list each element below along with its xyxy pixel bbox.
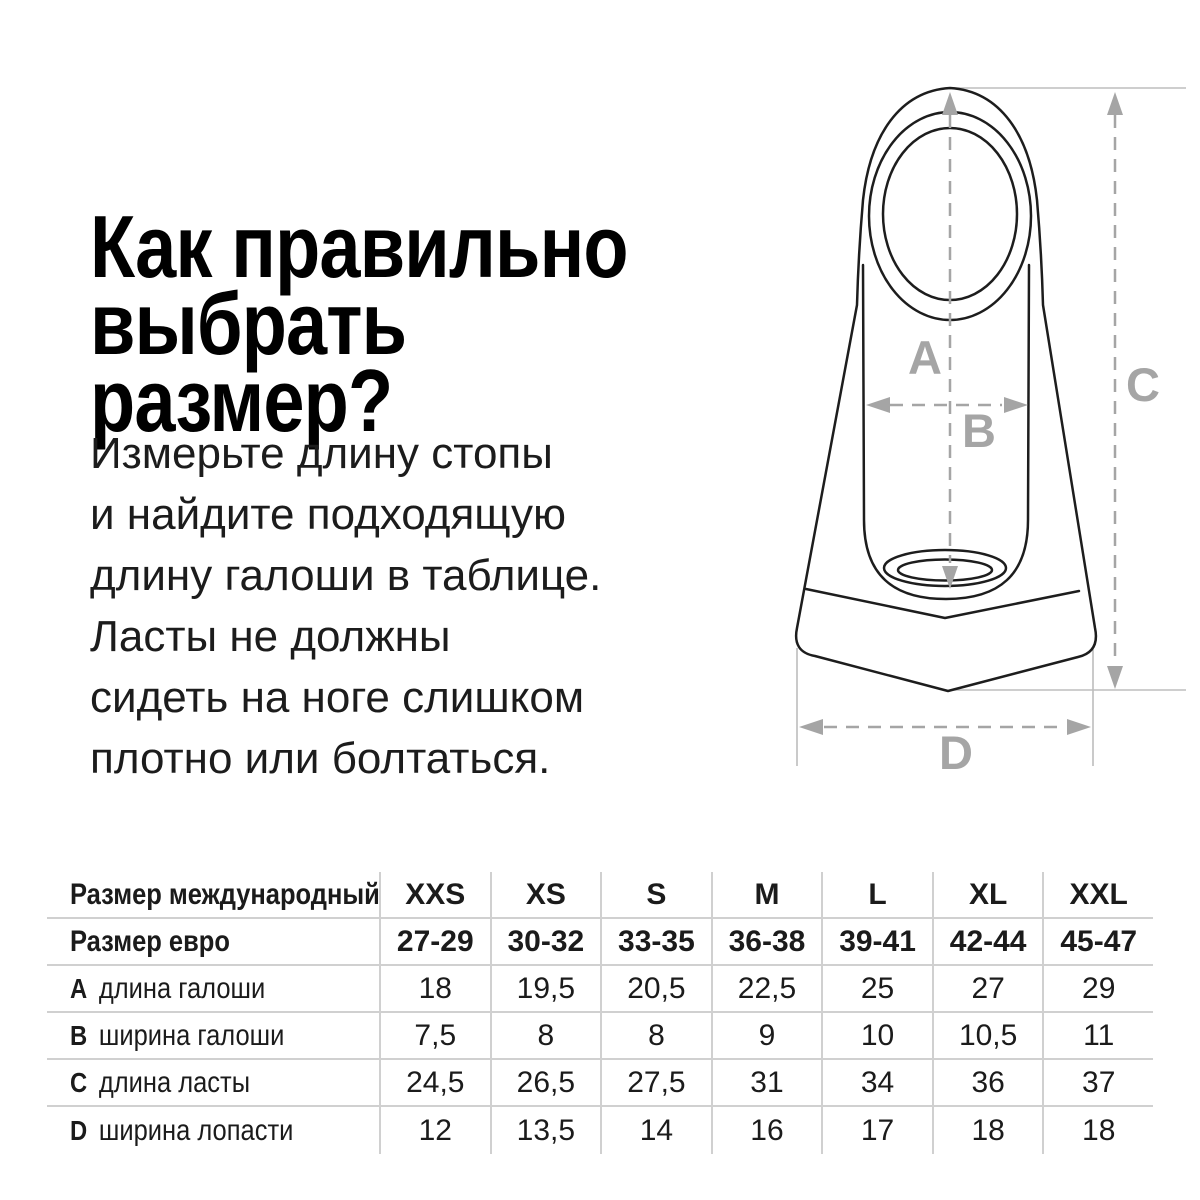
table-row xyxy=(47,1013,1153,1060)
row-label-cell: Размер евро xyxy=(70,924,230,958)
table-cell: XS xyxy=(490,872,601,917)
table-cell: 8 xyxy=(600,1013,711,1058)
intro-line-2: и найдите подходящую xyxy=(90,490,566,539)
arrow-c-up-icon xyxy=(1107,92,1123,115)
dim-label-a: A xyxy=(908,331,942,384)
size-table xyxy=(47,872,1153,1154)
table-cell: XXS xyxy=(379,872,490,917)
title-line-2: выбрать xyxy=(90,273,407,373)
table-cell: S xyxy=(600,872,711,917)
table-cell: 27,5 xyxy=(600,1060,711,1105)
table-cell: 12 xyxy=(379,1107,490,1154)
table-cell: 20,5 xyxy=(600,966,711,1011)
table-cell: 10,5 xyxy=(932,1013,1043,1058)
table-row xyxy=(47,1060,1153,1107)
intro-line-6: плотно или болтаться. xyxy=(90,734,551,783)
table-cell: M xyxy=(711,872,822,917)
dim-label-d: D xyxy=(939,726,973,779)
arrow-c-down-icon xyxy=(1107,666,1123,689)
table-cell: 18 xyxy=(1042,1107,1153,1154)
dim-label-c: C xyxy=(1126,358,1160,411)
row-label-cell: C длина ласты xyxy=(70,1065,251,1099)
dim-label-b: B xyxy=(962,404,996,457)
dimension-letter: A xyxy=(70,972,88,1004)
table-cell: 27 xyxy=(932,966,1043,1011)
arrow-d-left-icon xyxy=(799,719,823,735)
row-label-cell: B ширина галоши xyxy=(70,1018,285,1052)
table-cell: 18 xyxy=(932,1107,1043,1154)
dimension-letter: B xyxy=(70,1019,88,1051)
table-row xyxy=(47,966,1153,1013)
table-cell: 30-32 xyxy=(490,919,601,964)
row-label-cell: D ширина лопасти xyxy=(70,1113,294,1147)
table-cell: 11 xyxy=(1042,1013,1153,1058)
table-row xyxy=(47,919,1153,966)
intro-line-3: длину галоши в таблице. xyxy=(90,551,602,600)
table-cell: XXL xyxy=(1042,872,1153,917)
blade-chevron xyxy=(806,589,1079,618)
row-label-cell: Размер международный xyxy=(70,877,380,911)
arrow-a-up-icon xyxy=(942,92,958,115)
table-cell: 25 xyxy=(821,966,932,1011)
title-line-3: размер? xyxy=(90,350,393,450)
table-cell: 8 xyxy=(490,1013,601,1058)
intro-line-1: Измерьте длину стопы xyxy=(90,429,553,478)
table-cell: 34 xyxy=(821,1060,932,1105)
table-cell: 7,5 xyxy=(379,1013,490,1058)
table-cell: 14 xyxy=(600,1107,711,1154)
table-cell: 13,5 xyxy=(490,1107,601,1154)
arrow-b-left-icon xyxy=(866,397,890,413)
table-cell: 22,5 xyxy=(711,966,822,1011)
table-cell: XL xyxy=(932,872,1043,917)
table-cell: 9 xyxy=(711,1013,822,1058)
table-cell: 39-41 xyxy=(821,919,932,964)
table-cell: 45-47 xyxy=(1042,919,1153,964)
table-row xyxy=(47,1107,1153,1154)
fin-silhouette xyxy=(796,88,1096,691)
dimension-letter: C xyxy=(70,1066,88,1098)
intro-line-4: Ласты не должны xyxy=(90,612,451,661)
table-cell: 42-44 xyxy=(932,919,1043,964)
table-cell: 19,5 xyxy=(490,966,601,1011)
table-cell: 18 xyxy=(379,966,490,1011)
table-cell: 24,5 xyxy=(379,1060,490,1105)
table-cell: 27-29 xyxy=(379,919,490,964)
dimension-letter: D xyxy=(70,1114,88,1146)
row-label-cell: A длина галоши xyxy=(70,971,266,1005)
arrow-d-right-icon xyxy=(1067,719,1091,735)
arrow-b-right-icon xyxy=(1004,397,1028,413)
table-cell: 26,5 xyxy=(490,1060,601,1105)
table-cell: 36-38 xyxy=(711,919,822,964)
intro-line-5: сидеть на ноге слишком xyxy=(90,673,585,722)
table-row xyxy=(47,872,1153,919)
table-cell: 10 xyxy=(821,1013,932,1058)
table-cell: 16 xyxy=(711,1107,822,1154)
table-cell: L xyxy=(821,872,932,917)
table-cell: 36 xyxy=(932,1060,1043,1105)
table-cell: 17 xyxy=(821,1107,932,1154)
table-cell: 37 xyxy=(1042,1060,1153,1105)
table-cell: 29 xyxy=(1042,966,1153,1011)
table-cell: 33-35 xyxy=(600,919,711,964)
table-cell: 31 xyxy=(711,1060,822,1105)
title-line-1: Как правильно xyxy=(90,196,628,296)
